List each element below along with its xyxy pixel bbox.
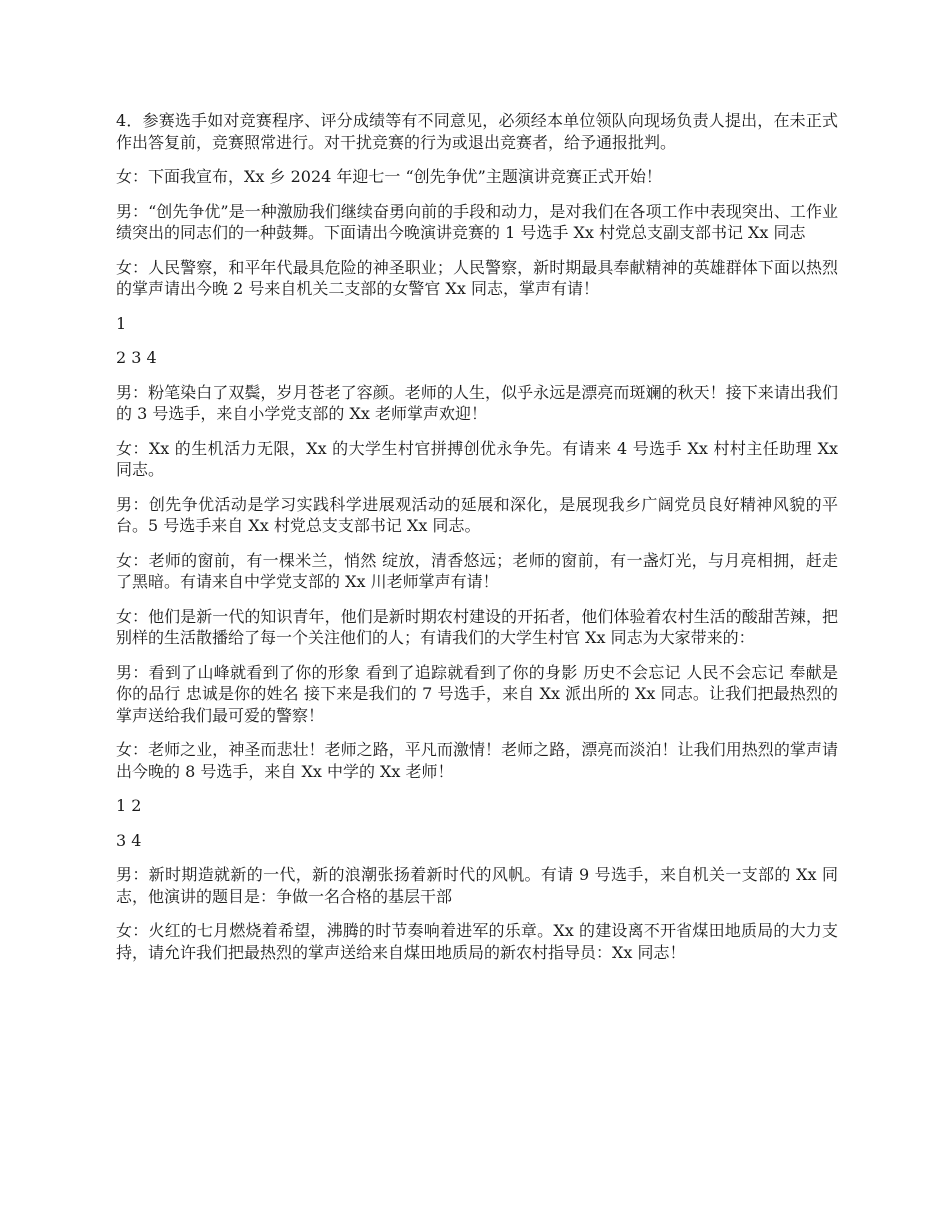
rules-paragraph: 4．参赛选手如对竞赛程序、评分成绩等有不同意见，必须经本单位领队向现场负责人提出，在未正式作出答复前，竞赛照常进行。对干扰竞赛的行为或退出竞赛者，给予通报批判。: [116, 111, 838, 152]
contestant-5-intro: 男：创先争优活动是学习实践科学进展观活动的延展和深化，是展现我乡广阔党员良好精神风貌的平台。5 号选手来自 Xx 村党总支支部书记 Xx 同志。: [116, 494, 838, 535]
page-marker: 3 4: [116, 830, 142, 850]
contestant-4-intro: 女：Xx 的生机活力无限，Xx 的大学生村官拼搏创优永争先。有请来 4 号选手 Xx 村村主任助理 Xx 同志。: [116, 438, 838, 479]
page-marker: 2 3 4: [116, 348, 157, 367]
contestant-2-intro: 女：人民警察，和平年代最具危险的神圣职业；人民警察，新时期最具奉献精神的英雄群体下面以热烈的掌声请出今晚 2 号来自机关二支部的女警官 Xx 同志，掌声有请！: [116, 257, 838, 298]
contestant-3-intro: 男：粉笔染白了双鬓，岁月苍老了容颜。老师的人生，似乎永远是漂亮而斑斓的秋天！接下来请出我们的 3 号选手，来自小学党支部的 Xx 老师掌声欢迎！: [116, 382, 838, 423]
page-marker: 1: [116, 313, 127, 333]
page-marker: 1 2: [116, 796, 142, 815]
contestant-9-intro: 男：新时期造就新的一代，新的浪潮张扬着新时代的风帆。有请 9 号选手，来自机关一支部的 Xx 同志，他演讲的题目是：争做一名合格的基层干部: [116, 865, 838, 906]
opening-announcement: 女：下面我宣布，Xx 乡 2024 年迎七一 “创先争优”主题演讲竞赛正式开始！: [116, 167, 662, 186]
contestant-8-intro: 女：老师之业，神圣而悲壮！老师之路，平凡而激情！老师之路，漂亮而淡泊！让我们用热烈的掌声请出今晚的 8 号选手，来自 Xx 中学的 Xx 老师！: [116, 740, 838, 781]
contestant-6-intro: 女：老师的窗前，有一棵米兰，悄然 绽放，清香悠远；老师的窗前，有一盏灯光，与月亮相拥，赶走了黑暗。有请来自中学党支部的 Xx 川老师掌声有请！: [116, 550, 838, 591]
document-page: [116, 110, 838, 976]
instructor-intro: 女：火红的七月燃烧着希望，沸腾的时节奏响着进军的乐章。Xx 的建设离不开省煤田地质局的大力支持，请允许我们把最热烈的掌声送给来自煤田地质局的新农村指导员：Xx 同志！: [116, 921, 838, 962]
village-official-intro: 女：他们是新一代的知识青年，他们是新时期农村建设的开拓者，他们体验着农村生活的酸甜苦辣，把别样的生活散播给了每一个关注他们的人；有请我们的大学生村官 Xx 同志为大家带来的：: [116, 606, 838, 647]
contestant-7-intro: 男：看到了山峰就看到了你的形象 看到了追踪就看到了你的身影 历史不会忘记 人民不会忘记 奉献是你的品行 忠诚是你的姓名 接下来是我们的 7 号选手，来自 Xx 派出所的 Xx 同志。让我们把最热烈的掌声送给我们最可爱的警察！: [116, 662, 838, 725]
contestant-1-intro: 男：“创先争优”是一种激励我们继续奋勇向前的手段和动力，是对我们在各项工作中表现突出、工作业绩突出的同志们的一种鼓舞。下面请出今晚演讲竞赛的 1 号选手 Xx 村党总支副支部书记 Xx 同志: [116, 201, 838, 242]
